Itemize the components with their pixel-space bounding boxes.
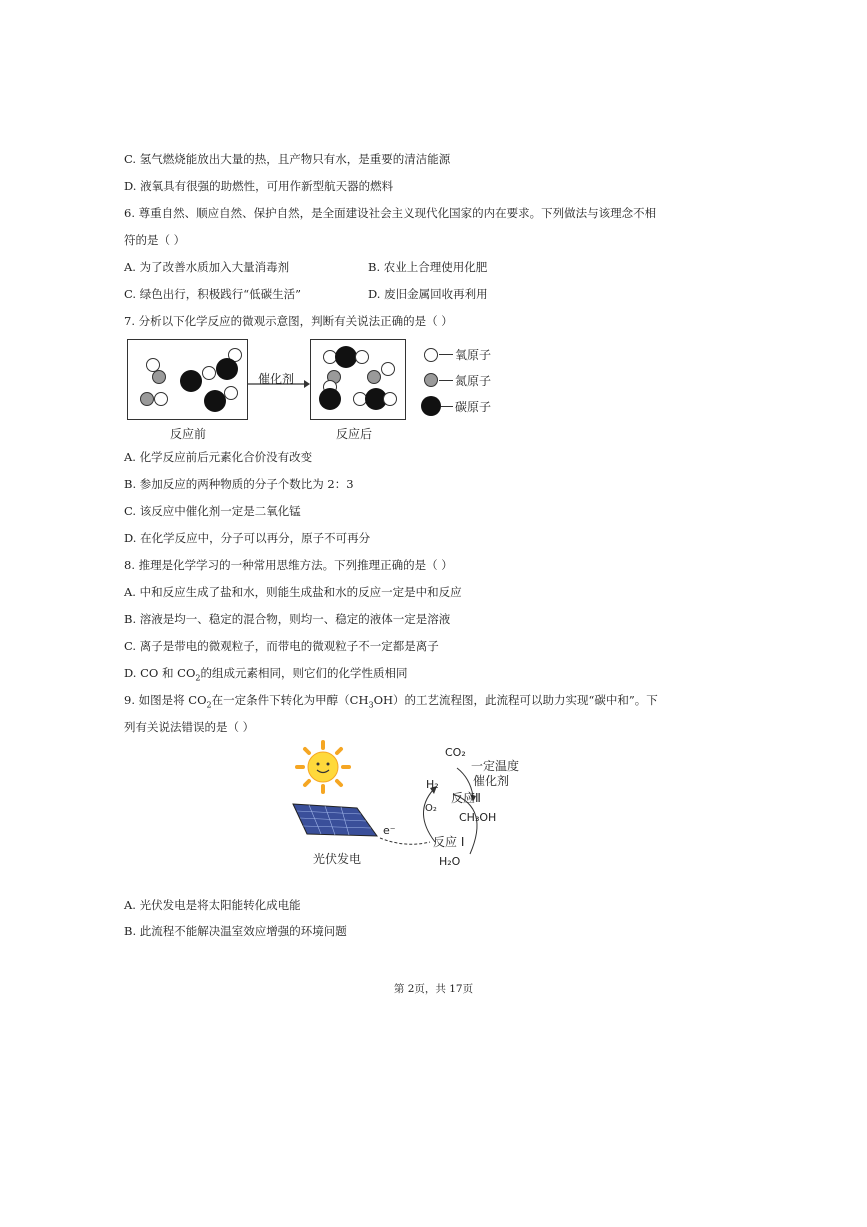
nitrogen-atom xyxy=(367,370,381,384)
q7-option-a: A. 化学反应前后元素化合价没有改变 xyxy=(124,450,313,464)
q5-option-c: C. 氢气燃烧能放出大量的热，且产物只有水，是重要的清洁能源 xyxy=(124,152,451,166)
before-reaction-box xyxy=(127,339,248,420)
electron-label: e⁻ xyxy=(383,824,396,837)
oxygen-atom xyxy=(224,386,238,400)
oxygen-atom xyxy=(154,392,168,406)
q8-option-b: B. 溶液是均一、稳定的混合物，则均一、稳定的液体一定是溶液 xyxy=(124,612,451,626)
legend-carbon-atom xyxy=(421,396,441,416)
o2-label: O₂ xyxy=(425,803,437,814)
q5-option-d: D. 液氧具有很强的助燃性，可用作新型航天器的燃料 xyxy=(124,179,394,193)
legend-leader xyxy=(441,406,453,407)
q9-option-a: A. 光伏发电是将太阳能转化成电能 xyxy=(124,898,301,912)
q6-stem-line2: 符的是（ ） xyxy=(124,233,186,247)
page-footer: 第 2页，共 17页 xyxy=(393,983,474,995)
co2-label: CO₂ xyxy=(445,746,466,759)
q6-option-c: C. 绿色出行，积极践行“低碳生活” xyxy=(124,287,301,301)
q6-option-b: B. 农业上合理使用化肥 xyxy=(368,260,488,274)
after-reaction-box xyxy=(310,339,406,420)
pv-label: 光伏发电 xyxy=(313,852,362,866)
legend-carbon-label: 碳原子 xyxy=(455,400,492,414)
q8-option-a: A. 中和反应生成了盐和水，则能生成盐和水的反应一定是中和反应 xyxy=(124,585,462,599)
nitrogen-atom xyxy=(140,392,154,406)
q6-option-d: D. 废旧金属回收再利用 xyxy=(368,287,488,301)
legend-oxygen-label: 氧原子 xyxy=(455,348,492,362)
legend-nitrogen-atom xyxy=(424,373,438,387)
oxygen-atom xyxy=(355,350,369,364)
q6-option-a: A. 为了改善水质加入大量消毒剂 xyxy=(124,260,290,274)
oxygen-atom xyxy=(202,366,216,380)
q7-stem: 7. 分析以下化学反应的微观示意图，判断有关说法正确的是（ ） xyxy=(124,314,453,328)
h2-label: H₂ xyxy=(426,778,439,791)
catalyst-label: 催化剂 xyxy=(258,372,295,386)
q9-stem-line2: 列有关说法错误的是（ ） xyxy=(124,720,255,734)
methanol-label: CH₃OH xyxy=(459,811,497,824)
reaction-two-label: 反应Ⅱ xyxy=(451,791,481,805)
reaction-one-label: 反应 I xyxy=(433,835,465,849)
q9-stem-line1: 9. 如图是将 $CO_2$在一定条件下转化为甲醇$(CH_3OH)$的工艺流程图，此流程可以助力实现“碳中和”。下 xyxy=(124,693,658,710)
carbon-atom xyxy=(335,346,357,368)
carbon-atom xyxy=(204,390,226,412)
electron-arrow xyxy=(380,838,430,844)
sun-icon xyxy=(297,742,349,792)
q8-option-d: D. CO 和 $CO_2$的组成元素相同，则它们的化学性质相同 xyxy=(124,666,408,683)
condition-catalyst: 催化剂 xyxy=(473,774,510,788)
legend-oxygen-atom xyxy=(424,348,438,362)
q8-stem: 8. 推理是化学学习的一种常用思维方法。下列推理正确的是（ ） xyxy=(124,558,453,572)
after-label: 反应后 xyxy=(336,427,373,441)
water-label: H₂O xyxy=(439,855,461,868)
carbon-atom xyxy=(180,370,202,392)
q8-option-c: C. 离子是带电的微观粒子，而带电的微观粒子不一定都是离子 xyxy=(124,639,439,653)
q6-stem-line1: 6. 尊重自然、顺应自然、保护自然，是全面建设社会主义现代化国家的内在要求。下列做法与该理念不相 xyxy=(124,206,657,220)
q9-figure xyxy=(285,738,545,876)
carbon-atom xyxy=(216,358,238,380)
legend-nitrogen-label: 氮原子 xyxy=(455,374,492,388)
condition-temperature: 一定温度 xyxy=(471,759,520,773)
legend-leader xyxy=(439,354,453,355)
solar-panel-icon xyxy=(293,804,377,836)
carbon-atom xyxy=(319,388,341,410)
legend-leader xyxy=(439,380,453,381)
oxygen-atom xyxy=(381,362,395,376)
q7-option-d: D. 在化学反应中，分子可以再分，原子不可再分 xyxy=(124,531,371,545)
oxygen-atom xyxy=(383,392,397,406)
before-label: 反应前 xyxy=(170,427,207,441)
q7-option-c: C. 该反应中催化剂一定是二氧化锰 xyxy=(124,504,301,518)
q7-option-b: B. 参加反应的两种物质的分子个数比为 2：3 xyxy=(124,477,354,491)
nitrogen-atom xyxy=(152,370,166,384)
q9-option-b: B. 此流程不能解决温室效应增强的环境问题 xyxy=(124,924,347,938)
